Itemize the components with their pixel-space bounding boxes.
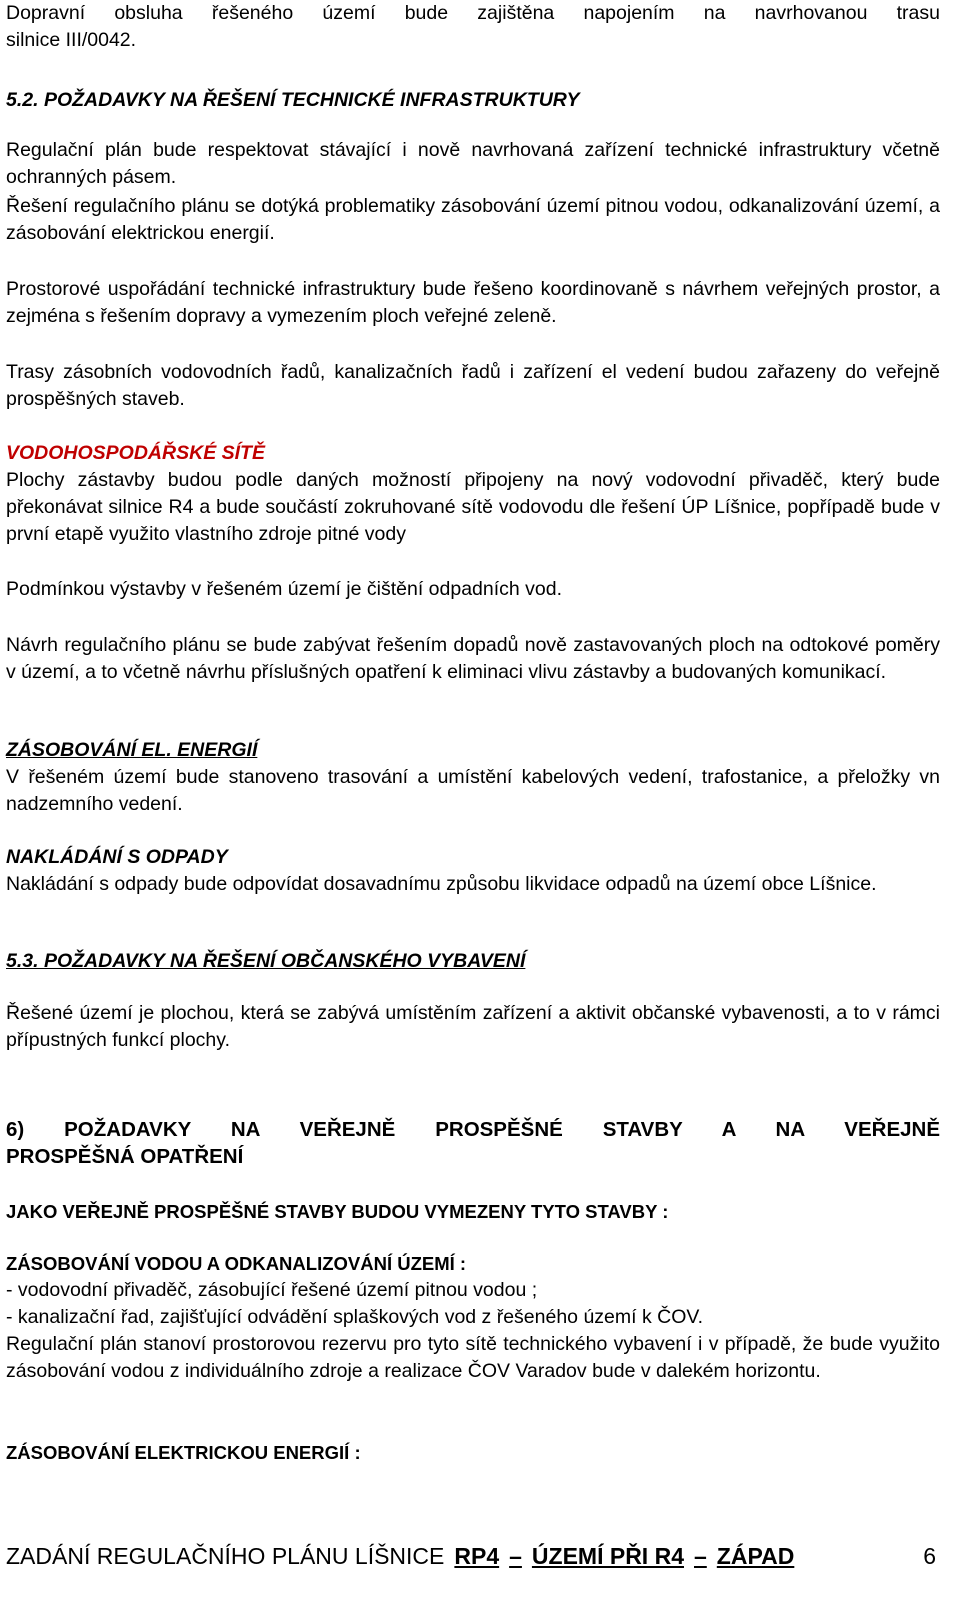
water-sewage-paragraph: Regulační plán stanoví prostorovou rezervu pro tyto sítě technického vybavení i v případě, že bude využito zásobování vodou z individuálního zdroje a realizace ČOV Varadov bude v dalekém horizontu. — [6, 1333, 940, 1382]
electric-energy-heading: ZÁSOBOVÁNÍ ELEKTRICKOU ENERGIÍ : — [6, 1442, 361, 1463]
electric-supply-section — [6, 737, 940, 818]
water-sewage-section — [6, 1250, 940, 1385]
waste-heading: NAKLÁDÁNÍ S ODPADY — [6, 846, 228, 868]
footer-plan-code: RP4 — [454, 1543, 500, 1569]
footer-area: ÚZEMÍ PŘI R4 — [531, 1543, 684, 1569]
section-5-2-paragraph-4: Trasy zásobních vodovodních řadů, kanalizačních řadů i zařízení el vedení budou zařazeny do veřejně prospěšných staveb. — [6, 361, 940, 410]
water-sewage-heading: ZÁSOBOVÁNÍ VODOU A ODKANALIZOVÁNÍ ÚZEMÍ : — [6, 1253, 467, 1274]
water-sewage-item-2: - kanalizační řad, zajišťující odvádění splaškových vod z řešeného území k ČOV. — [6, 1306, 704, 1328]
water-networks-heading: VODOHOSPODÁŘSKÉ SÍTĚ — [6, 442, 265, 464]
section-6-heading-line-2: PROSPĚŠNÁ OPATŘENÍ — [6, 1145, 244, 1168]
electric-supply-heading: ZÁSOBOVÁNÍ EL. ENERGIÍ — [6, 739, 258, 761]
electric-supply-paragraph: V řešeném území bude stanoveno trasování a umístění kabelových vedení, trafostanice, a přeložky vn nadzemního vedení. — [6, 766, 940, 815]
water-sewage-item-1: - vodovodní přivaděč, zásobující řešené území pitnou vodou ; — [6, 1279, 538, 1301]
section-5-3-heading: 5.3. POŽADAVKY NA ŘEŠENÍ OBČANSKÉHO VYBAVENÍ — [6, 950, 526, 972]
public-works-subheading: JAKO VEŘEJNĚ PROSPĚŠNÉ STAVBY BUDOU VYMEZENY TYTO STAVBY : — [6, 1201, 669, 1222]
water-networks-section — [6, 440, 940, 548]
intro-line-1: Dopravní obsluha řešeného území bude zajištěna napojením na navrhovanou trasu — [6, 2, 940, 24]
water-networks-paragraph-2: Podmínkou výstavby v řešeném území je čištění odpadních vod. — [6, 578, 563, 600]
section-5-2-paragraph-3: Prostorové uspořádání technické infrastruktury bude řešeno koordinovaně s návrhem veřejných prostor, a zejména s řešením dopravy a vymezením ploch veřejné zeleně. — [6, 278, 940, 327]
page-footer — [6, 1541, 936, 1571]
page-number: 6 — [923, 1543, 936, 1569]
water-networks-paragraph-1: Plochy zástavby budou podle daných možností připojeny na nový vodovodní přivaděč, který bude překonávat silnice R4 a bude součástí zokruhované sítě vodovodu dle řešení ÚP Líšnice, popřípadě bude v první etapě využito vlastního zdroje pitné vody — [6, 469, 940, 545]
section-6-heading-line-1: 6) POŽADAVKY NA VEŘEJNĚ PROSPĚŠNÉ STAVBY A NA VEŘEJNĚ — [6, 1118, 940, 1141]
section-5-3-paragraph: Řešené území je plochou, která se zabývá umístěním zařízení a aktivit občanské vybavenosti, a to v rámci přípustných funkcí plochy. — [6, 1002, 940, 1051]
section-5-2-heading: 5.2. POŽADAVKY NA ŘEŠENÍ TECHNICKÉ INFRASTRUKTURY — [6, 89, 580, 111]
water-networks-paragraph-3: Návrh regulačního plánu se bude zabývat řešením dopadů nově zastavovaných ploch na odtokové poměry v území, a to včetně návrhu příslušných opatření k eliminaci vlivu zástavby a budovaných komunikací. — [6, 634, 940, 683]
footer-direction: ZÁPAD — [716, 1543, 795, 1569]
footer-document-title: ZADÁNÍ REGULAČNÍHO PLÁNU LÍŠNICE RP4 – ÚZEMÍ PŘI R4 – ZÁPAD — [6, 1543, 795, 1569]
section-5-2-paragraph-2: Řešení regulačního plánu se dotýká problematiky zásobování území pitnou vodou, odkanalizování území, a zásobování elektrickou energií. — [6, 195, 940, 244]
waste-section — [6, 844, 940, 898]
intro-line-2: silnice III/0042. — [6, 29, 137, 51]
intro-paragraph — [6, 0, 940, 54]
section-5-2-paragraph-1: Regulační plán bude respektovat stávající i nově navrhovaná zařízení technické infrastruktury včetně ochranných pásem. — [6, 139, 940, 188]
section-6-heading — [6, 1116, 940, 1170]
waste-paragraph: Nakládání s odpady bude odpovídat dosavadnímu způsobu likvidace odpadů na území obce Líšnice. — [6, 873, 877, 895]
